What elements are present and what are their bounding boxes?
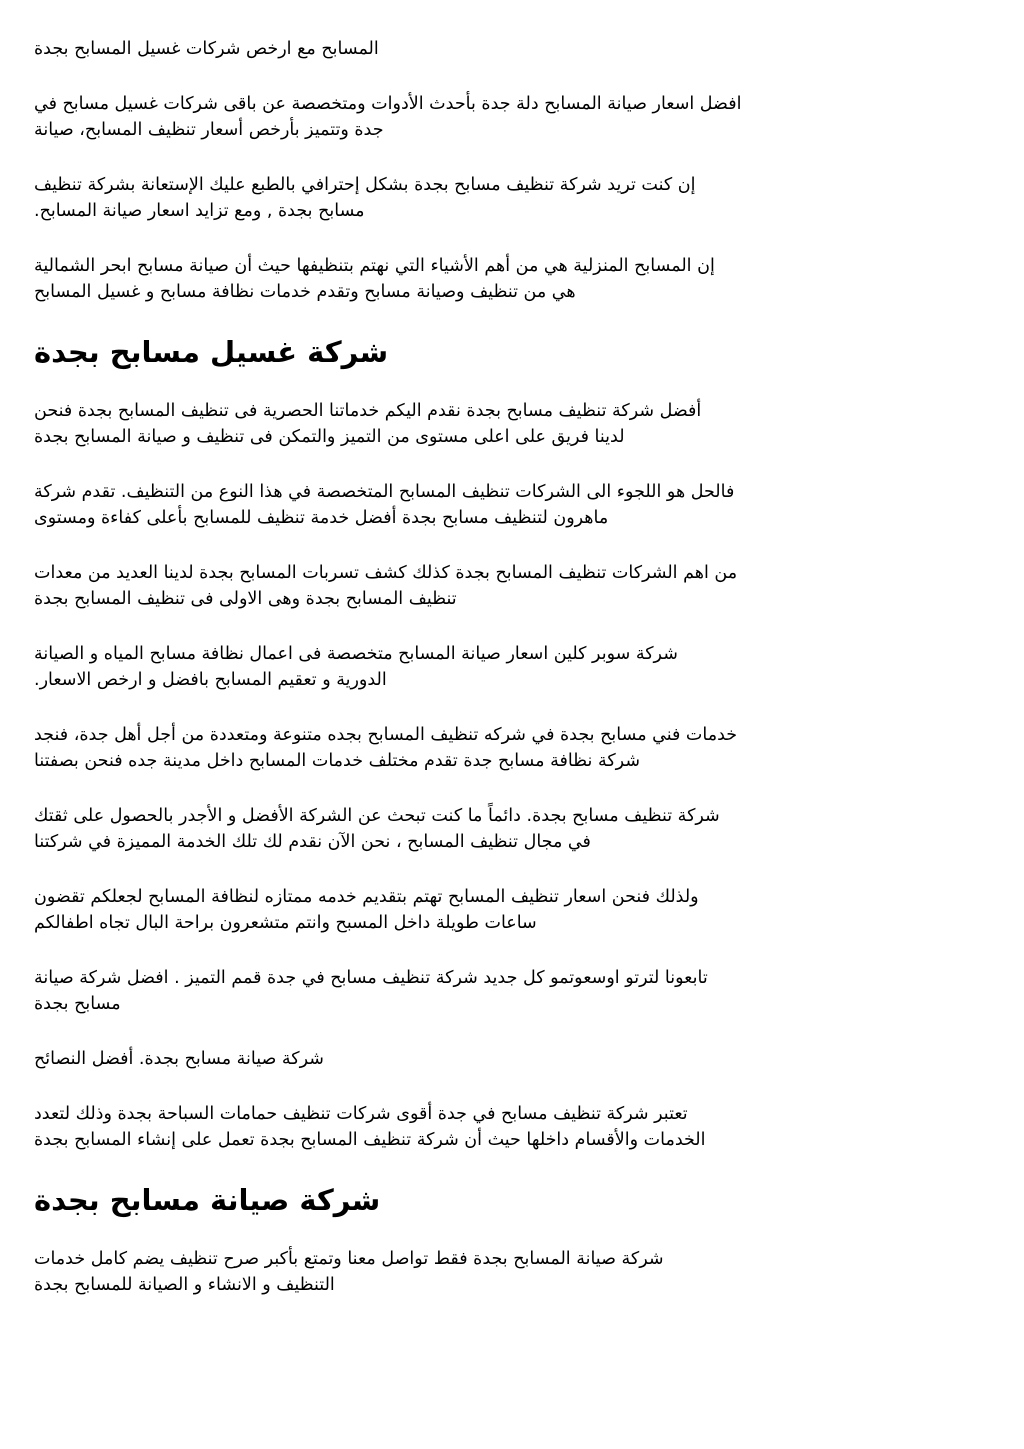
paragraph-line: ماهرون لتنظيف مسابح بجدة أفضل خدمة تنظيف للمسابح بأعلى كفاءة ومستوى [34, 508, 609, 528]
paragraph-line: مسابح بجدة , ومع تزايد اسعار صيانة المسابح. [34, 201, 365, 221]
paragraph-line: شركة نظافة مسابح جدة تقدم مختلف خدمات المسابح داخل مدينة جده فنحن بصفتنا [34, 751, 641, 771]
paragraph-line: إن كنت تريد شركة تنظيف مسابح بجدة بشكل إحترافي بالطبع عليك الإستعانة بشركة تنظيف [34, 175, 696, 195]
section-heading [34, 1182, 990, 1218]
paragraph [34, 1101, 990, 1153]
paragraph-line: افضل اسعار صيانة المسابح دلة جدة بأحدث الأدوات ومتخصصة عن باقى شركات غسيل مسابح في [34, 94, 742, 114]
heading-text: شركة صيانة مسابح بجدة [34, 1183, 381, 1217]
paragraph-line: الدورية و تعقيم المسابح بافضل و ارخص الاسعار. [34, 670, 387, 690]
paragraph [34, 1046, 990, 1072]
paragraph-line: في مجال تنظيف المسابح ، نحن الآن نقدم لك تلك الخدمة المميزة في شركتنا [34, 832, 591, 852]
paragraph [34, 36, 990, 62]
paragraph [34, 965, 990, 1017]
paragraph-line: تنظيف المسابح بجدة وهى الاولى فى تنظيف المسابح بجدة [34, 589, 457, 609]
paragraph-line: شركة صيانة المسابح بجدة فقط تواصل معنا وتمتع بأكبر صرح تنظيف يضم كامل خدمات [34, 1249, 664, 1269]
paragraph-line: إن المسابح المنزلية هي من أهم الأشياء التي نهتم بتنظيفها حيث أن صيانة مسابح ابحر الشمالية [34, 256, 715, 276]
paragraph-line: لدينا فريق على اعلى مستوى من التميز والتمكن فى تنظيف و صيانة المسابح بجدة [34, 427, 625, 447]
paragraph-line: تعتبر شركة تنظيف مسابح في جدة أقوى شركات تنظيف حمامات السباحة بجدة وذلك لتعدد [34, 1104, 688, 1124]
paragraph-line: جدة وتتميز بأرخص أسعار تنظيف المسابح، صيانة [34, 120, 384, 140]
paragraph-line: ولذلك فنحن اسعار تنظيف المسابح تهتم بتقديم خدمه ممتازه لنظافة المسابح لجعلكم تقضون [34, 887, 699, 907]
paragraph [34, 1246, 990, 1298]
paragraph-line: الخدمات والأقسام داخلها حيث أن شركة تنظيف المسابح بجدة تعمل على إنشاء المسابح بجدة [34, 1130, 706, 1150]
paragraph [34, 253, 990, 305]
paragraph-line: شركة تنظيف مسابح بجدة. دائماً ما كنت تبحث عن الشركة الأفضل و الأجدر بالحصول على ثقتك [34, 806, 720, 826]
paragraph [34, 722, 990, 774]
paragraph [34, 172, 990, 224]
paragraph-line: المسابح مع ارخص شركات غسيل المسابح بجدة [34, 39, 379, 59]
paragraph-line: فالحل هو اللجوء الى الشركات تنظيف المسابح المتخصصة في هذا النوع من التنظيف. تقدم شركة [34, 482, 735, 502]
paragraph-line: تابعونا لترتو اوسعوتمو كل جديد شركة تنظيف مسابح في جدة قمم التميز . افضل شركة صيانة [34, 968, 708, 988]
heading-text: شركة غسيل مسابح بجدة [34, 335, 389, 369]
paragraph-line: ساعات طويلة داخل المسبح وانتم متشعرون براحة البال تجاه اطفالكم [34, 913, 537, 933]
paragraph [34, 91, 990, 143]
paragraph [34, 803, 990, 855]
paragraph [34, 479, 990, 531]
paragraph [34, 641, 990, 693]
paragraph-line: مسابح بجدة [34, 994, 121, 1014]
section-heading [34, 334, 990, 370]
paragraph-line: شركة صيانة مسابح بجدة. أفضل النصائح [34, 1049, 324, 1069]
paragraph-line: أفضل شركة تنظيف مسابح بجدة نقدم اليكم خدماتنا الحصرية فى تنظيف المسابح بجدة فنحن [34, 401, 702, 421]
paragraph [34, 398, 990, 450]
paragraph [34, 560, 990, 612]
paragraph-line: من اهم الشركات تنظيف المسابح بجدة كذلك كشف تسربات المسابح بجدة لدينا العديد من معدات [34, 563, 738, 583]
paragraph-line: التنظيف و الانشاء و الصيانة للمسابح بجدة [34, 1275, 335, 1295]
paragraph [34, 884, 990, 936]
paragraph-line: خدمات فني مسابح بجدة في شركه تنظيف المسابح بجده متنوعة ومتعددة من أجل أهل جدة، فنجد [34, 725, 738, 745]
paragraph-line: هي من تنظيف وصيانة مسابح وتقدم خدمات نظافة مسابح و غسيل المسابح [34, 282, 576, 302]
paragraph-line: شركة سوبر كلين اسعار صيانة المسابح متخصصة فى اعمال نظافة مسابح المياه و الصيانة [34, 644, 678, 664]
